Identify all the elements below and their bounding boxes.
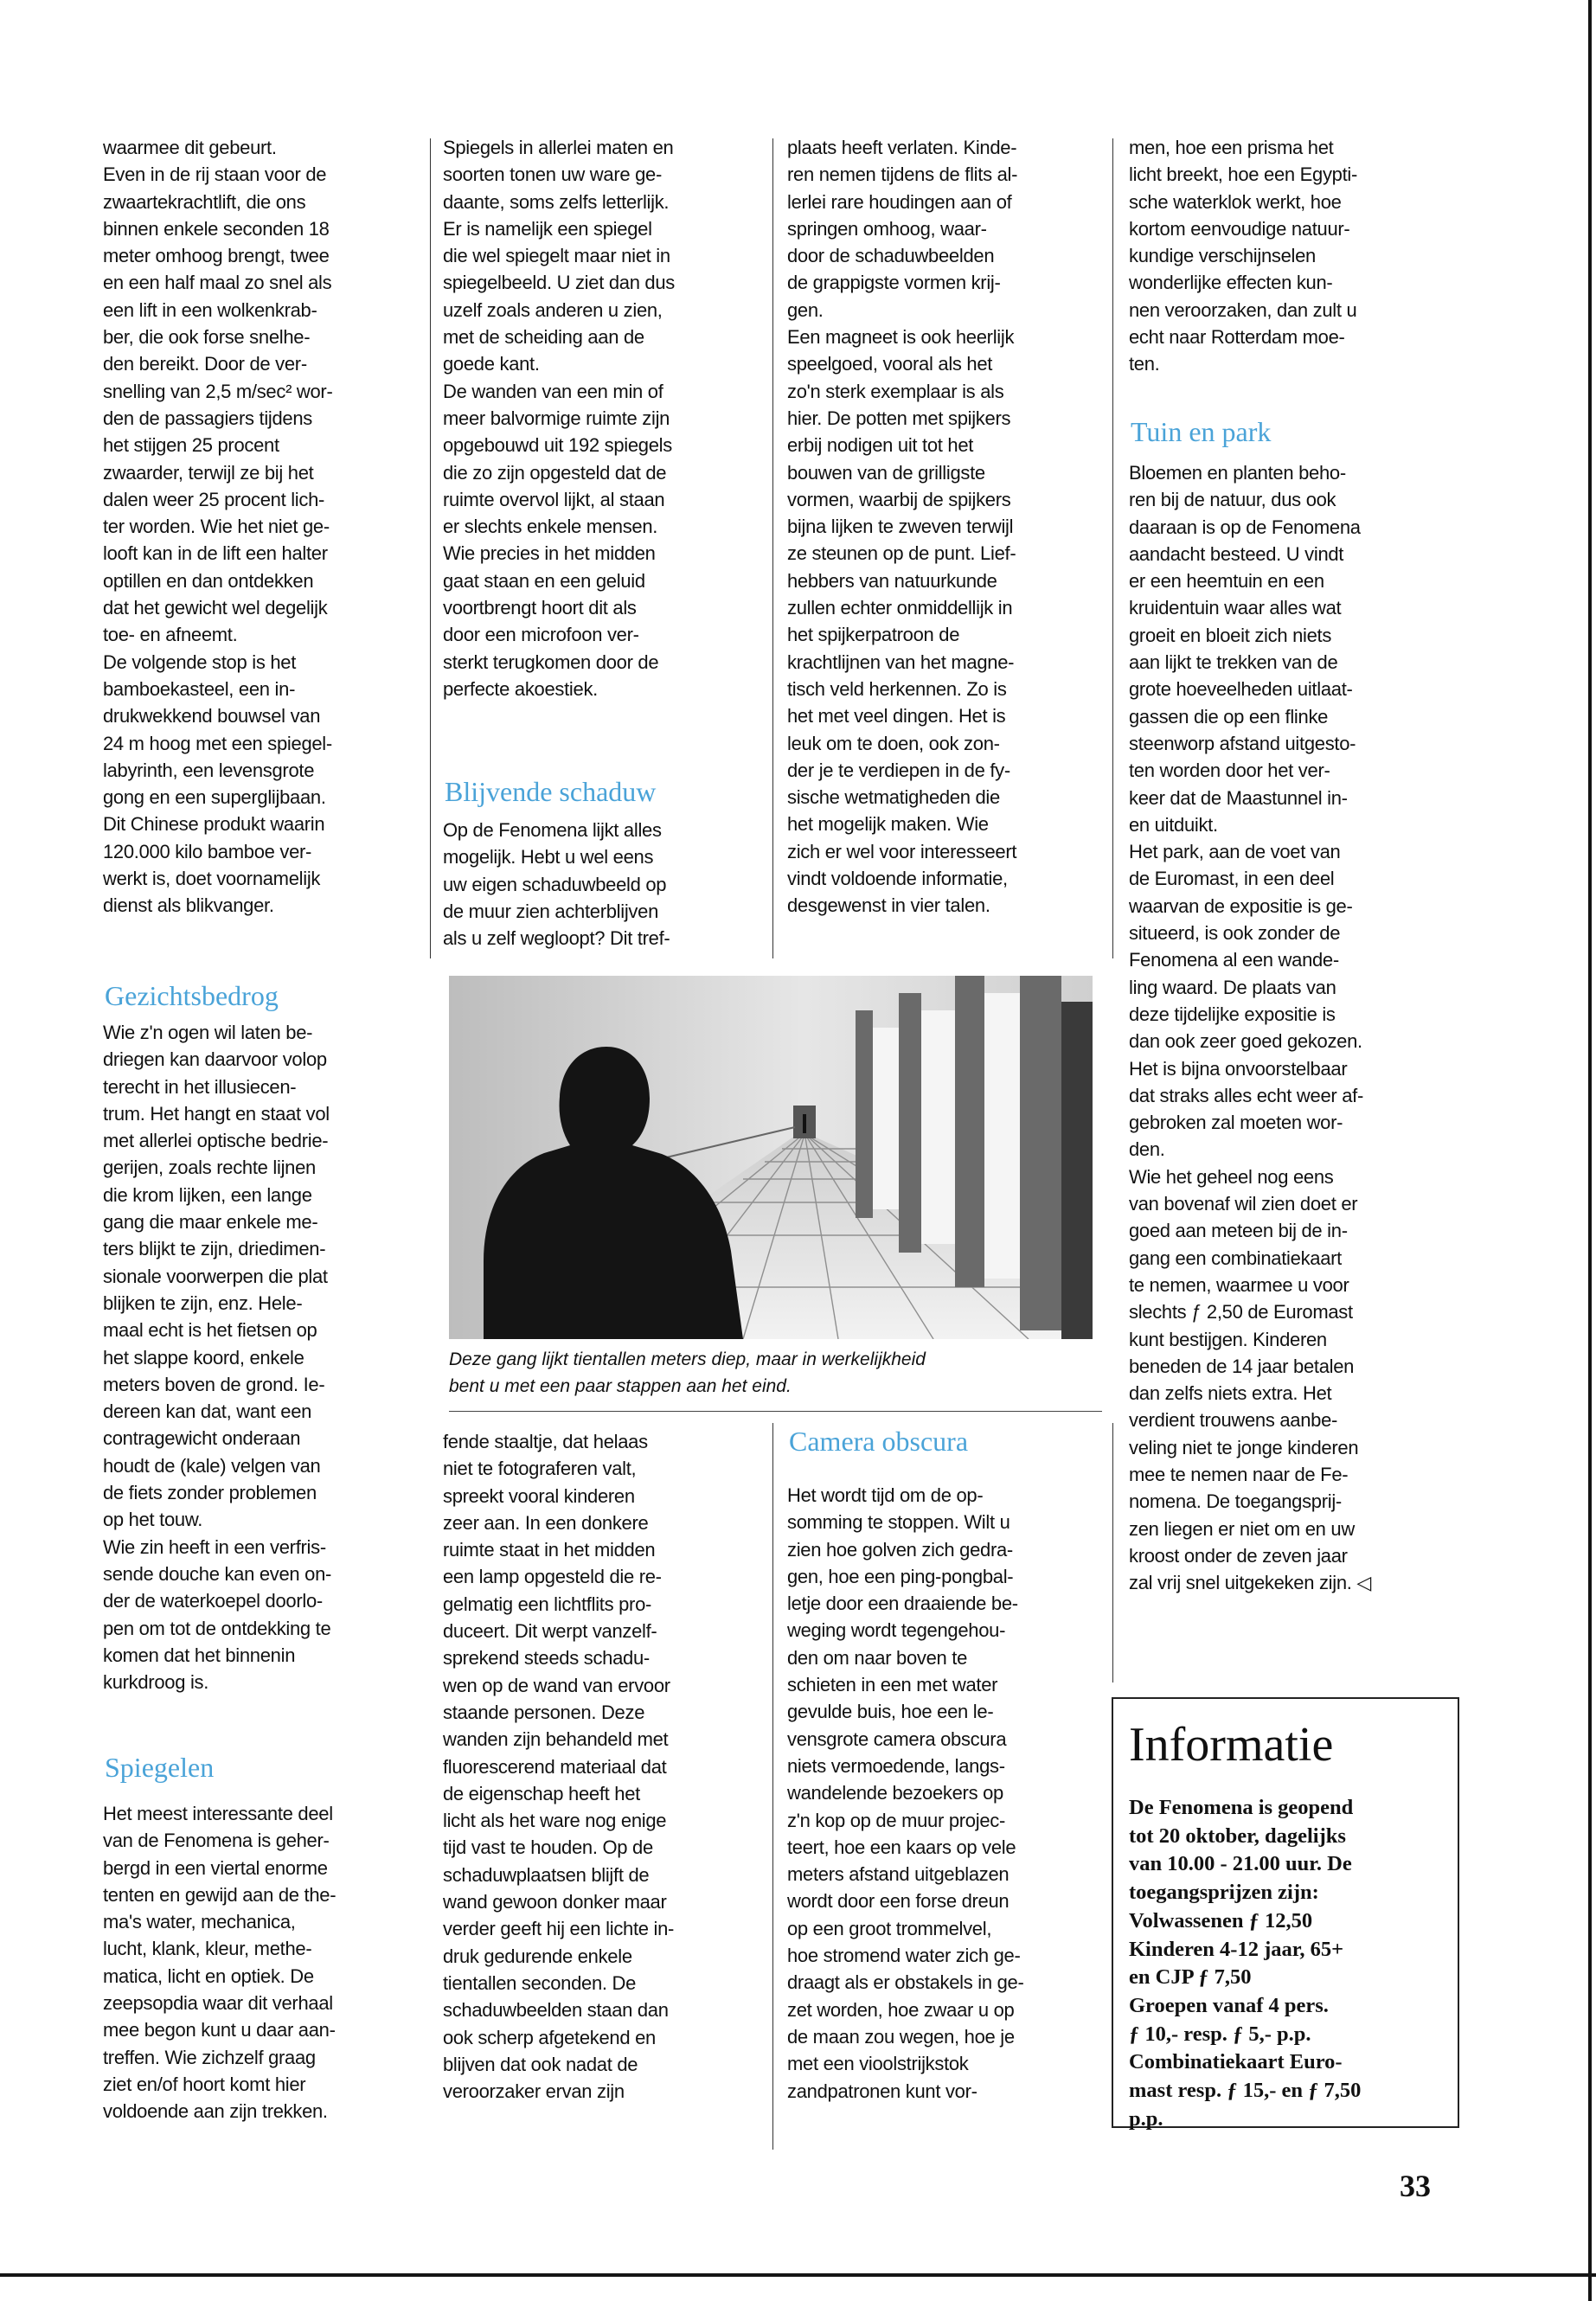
column-separator (1112, 1423, 1113, 1682)
column-3-text-bottom: Het wordt tijd om de op- somming te stoppen. Wilt u zien hoe golven zich gedra- gen, hoe een ping-pongbal- letje door een draaiende be- weging wordt tegengehou- den om naar boven te schieten in een met water gevulde buis, hoe een le- vensgrote camera obscura niets vermoedende, langs- wandelende bezoekers op z'n kop op de muur projec- teert, hoe een kaars op vele meters afstand uitgeblazen wordt door een forse dreun op een groot trommelvel, hoe stromend water zich ge- draagt als er obstakels in ge- zet worden, hoe zwaar u op de maan zou wegen, hoe je met een vioolstrijkstok zandpatronen kunt vor- (787, 1484, 1024, 2102)
heading-blijvende-schaduw: Blijvende schaduw (445, 776, 657, 807)
column-1-text-top: waarmee dit gebeurt. Even in de rij staan voor de zwaartekrachtlift, die ons binnen enkele seconden 18 meter omhoog brengt, twee en een half maal zo snel als een lift in een wolkenkrab- ber, die ook forse snelhe- den bereikt. Door de ver- snelling van 2,5 m/sec² wor- den de passagiers tijdens het stijgen 25 procent zwaarder, terwijl ze bij het dalen weer 25 procent lich- ter worden. Wie het niet ge- looft kan in de lift een halter optillen en dan ontdekken dat het gewicht wel degelijk toe- en afneemt. De volgende stop is het bamboekasteel, een in- drukwekkend bouwsel van 24 m hoog met een spiegel- labyrinth, een levensgrote gong en een superglijbaan. Dit Chinese produkt waarin 120.000 kilo bamboe ver- werkt is, doet voornamelijk dienst als blikvanger. (103, 137, 333, 917)
column-3-text-top: plaats heeft verlaten. Kinde- ren nemen tijdens de flits al- lerlei rare houdingen aan of springen omhoog, waar- door de schaduwbeelden de grappigste vormen krij- gen. Een magneet is ook heerlijk speelgoed, vooral als het zo'n sterk exemplaar is als hier. De potten met spijkers erbij nodigen uit tot het bouwen van de grilligste vormen, waarbij de spijkers bijna lijken te zweven terwijl ze steunen op de punt. Lief- hebbers van natuurkunde zullen echter onmiddellijk in het spijkerpatroon de krachtlijnen van het magne- tisch veld herkennen. Zo is het met veel dingen. Het is leuk om te doen, ook zon- der je te verdiepen in de fy- sische wetmatigheden die het mogelijk maken. Wie zich er wel voor interesseert vindt voldoende informatie, desgewenst in vier talen. (787, 137, 1018, 917)
column-separator (1112, 138, 1113, 958)
column-4-text-top: men, hoe een prisma het licht breekt, hoe een Egypti- sche waterklok werkt, hoe kortom eenvoudige natuur- kundige verschijnselen wonderlijke effecten kun- nen veroorzaken, dan zult u echt naar Rotterdam moe- ten. (1129, 137, 1358, 375)
photo-caption: Deze gang lijkt tientallen meters diep, maar in werkelijkheid bent u met een paar stappen aan het eind. (449, 1349, 926, 1396)
column-4-text-bottom: Bloemen en planten beho- ren bij de natuur, dus ook daaraan is op de Fenomena aandacht besteed. U vindt er een heemtuin en een kruidentuin waar alles wat groeit en bloeit zich niets aan lijkt te trekken van de grote hoeveelheden uitlaat- gassen die op een flinke steenworp afstand uitgesto- ten worden door het ver- keer dat de Maastunnel in- en uitduikt. Het park, aan de voet van de Euromast, in een deel waarvan de expositie is ge- situeerd, is ook zonder de Fenomena al een wande- ling waard. De plaats van deze tijdelijke expositie is dan ook zeer goed gekozen. Het is bijna onvoorstelbaar dat straks alles echt weer af- gebroken zal moeten wor- den. Wie het geheel nog eens van bovenaf wil zien doet er goed aan meteen bij de in- gang een combinatiekaart te nemen, waarmee u voor slechts ƒ 2,50 de Euromast kunt bestijgen. Kinderen beneden de 14 jaar betalen dan zelfs niets extra. Het verdient trouwens aanbe- veling niet te jonge kinderen mee te nemen naar de Fe- nomena. De toegangsprij- zen liegen er niet om en uw kroost onder de zeven jaar zal vrij snel uitgekeken zijn. ◁ (1129, 462, 1371, 1594)
info-body: De Fenomena is geopend tot 20 oktober, dagelijks van 10.00 - 21.00 uur. De toegangsprijzen zijn: Volwassenen ƒ 12,50 Kinderen 4-12 jaar, 65+ en CJP ƒ 7,50 Groepen vanaf 4 pers. ƒ 10,- resp. ƒ 5,- p.p. Combinatiekaart Euro- mast resp. ƒ 15,- en ƒ 7,50 p.p. (1129, 1796, 1362, 2131)
column-separator (772, 138, 773, 958)
info-title: Informatie (1129, 1718, 1334, 1772)
heading-spiegelen: Spiegelen (105, 1752, 215, 1783)
column-separator (430, 138, 431, 958)
column-2-text-bottom: fende staaltje, dat helaas niet te fotograferen valt, spreekt vooral kinderen zeer aan. In een donkere ruimte staat in het midden een lamp opgesteld die re- gelmatig een lichtflits pro- duceert. Dit werpt vanzelf- sprekend steeds schadu- wen op de wand van ervoor staande personen. Deze wanden zijn behandeld met fluorescerend materiaal dat de eigenschap heeft het licht als het ware nog enige tijd vast te houden. Op de schaduwplaatsen blijft de wand gewoon donker maar verder geeft hij een lichte in- druk gedurende enkele tientallen seconden. De schaduwbeelden staan dan ook scherp afgetekend en blijven dat ook nadat de veroorzaker ervan zijn (443, 1431, 675, 2103)
corridor-shadow-photo (449, 976, 1093, 1339)
column-separator (772, 1423, 773, 2150)
column-1-text-bottom: Het meest interessante deel van de Fenomena is geher- bergd in een viertal enorme tenten en gewijd aan de the- ma's water, mechanica, lucht, klank, kleur, methe- matica, licht en optiek. De zeepsopdia waar dit verhaal mee begon kunt u daar aan- treffen. Wie zichzelf graag ziet en/of hoort komt hier voldoende aan zijn trekken. (103, 1803, 337, 2123)
page-edge-right (1588, 0, 1592, 2301)
caption-rule (449, 1411, 1102, 1412)
heading-tuin-en-park: Tuin en park (1131, 416, 1272, 447)
heading-camera-obscura: Camera obscura (789, 1426, 969, 1457)
column-2-text-mid: Op de Fenomena lijkt alles mogelijk. Hebt u wel eens uw eigen schaduwbeeld op de muur zien achterblijven als u zelf wegloopt? Dit tref- (443, 819, 670, 950)
column-2-text-top: Spiegels in allerlei maten en soorten tonen uw ware ge- daante, soms zelfs letterlijk. Er is namelijk een spiegel die wel spiegelt maar niet in spiegelbeeld. U ziet dan dus uzelf zoals anderen u zien, met de scheiding aan de goede kant. De wanden van een min of meer balvormige ruimte zijn opgebouwd uit 192 spiegels die zo zijn opgesteld dat de ruimte overvol lijkt, al staan er slechts enkele mensen. Wie precies in het midden gaat staan en een geluid voortbrengt hoort dit als door een microfoon ver- sterkt terugkomen door de perfecte akoestiek. (443, 137, 676, 700)
column-1-text-mid: Wie z'n ogen wil laten be- driegen kan daarvoor volop terecht in het illusiecen- trum. Het hangt en staat vol met allerlei optische bedrie- gerijen, zoals rechte lijnen die krom lijken, een lange gang die maar enkele me- ters blijkt te zijn, driedimen- sionale voorwerpen die plat blijken te zijn, enz. Hele- maal echt is het fietsen op het slappe koord, enkele meters boven de grond. Ie- dereen kan dat, want een contragewicht onderaan houdt de (kale) velgen van de fiets zonder problemen op het touw. Wie zin heeft in een verfris- sende douche kan even on- der de waterkoepel doorlo- pen om tot de ontdekking te komen dat het binnenin kurkdroog is. (103, 1022, 332, 1694)
page-edge-bottom (0, 2273, 1596, 2277)
heading-gezichtsbedrog: Gezichtsbedrog (105, 980, 279, 1011)
page-number: 33 (1400, 2169, 1431, 2203)
